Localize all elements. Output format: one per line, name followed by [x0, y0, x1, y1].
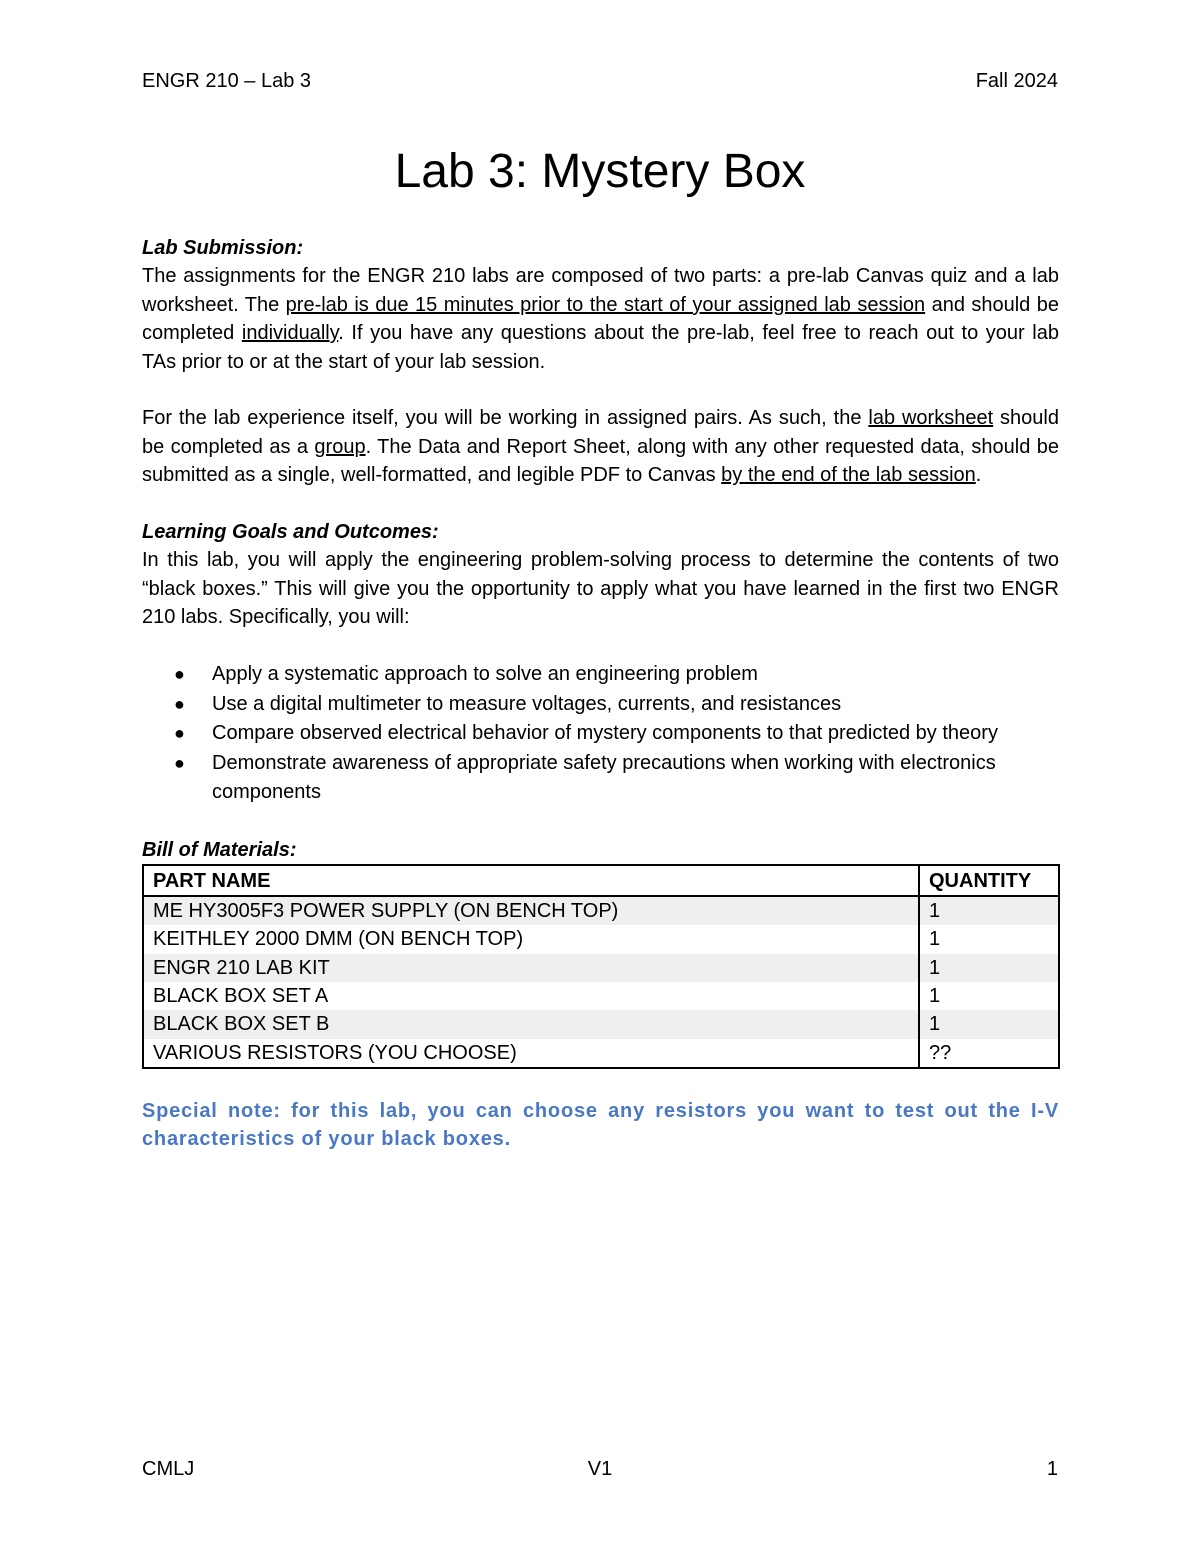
- page-number: 1: [1046, 1458, 1058, 1480]
- header-term: Fall 2024: [975, 70, 1058, 92]
- list-item-text: Demonstrate awareness of appropriate safety precautions when working with electronics components: [212, 751, 996, 804]
- list-item: [142, 660, 1059, 690]
- list-item-text: Compare observed electrical behavior of mystery components to that predicted by theory: [212, 722, 998, 745]
- page-footer: [142, 1458, 1058, 1486]
- list-item: [142, 749, 1059, 808]
- table-row: [143, 954, 1059, 982]
- text-run: .: [975, 464, 982, 487]
- list-item: [142, 719, 1059, 749]
- table-row: [143, 1039, 1059, 1068]
- header-course: ENGR 210 – Lab 3: [142, 70, 311, 92]
- learning-goals-list: [142, 660, 1059, 808]
- quantity-cell: ??: [919, 1039, 1059, 1068]
- bullet-icon: ●: [174, 752, 185, 773]
- text-run: should be completed as a: [142, 407, 1059, 458]
- special-note: Special note: for this lab, you can choose any resistors you want to test out the I-V characteristics of your black boxes.: [142, 1100, 1059, 1151]
- table-header-row: [143, 865, 1059, 895]
- underlined-text: group: [314, 435, 366, 458]
- list-item: [142, 690, 1059, 720]
- part-name-cell: ME HY3005F3 POWER SUPPLY (ON BENCH TOP): [143, 896, 919, 925]
- footer-version: V1: [587, 1458, 613, 1480]
- footer-author: CMLJ: [142, 1458, 195, 1480]
- document-body: [142, 234, 1059, 1153]
- table-row: [143, 982, 1059, 1010]
- quantity-cell: 1: [919, 1010, 1059, 1038]
- underlined-text: pre-lab is due 15 minutes prior to the start of your assigned lab session: [285, 293, 926, 316]
- part-name-cell: BLACK BOX SET B: [143, 1010, 919, 1038]
- bullet-icon: ●: [174, 693, 185, 714]
- list-item-text: Apply a systematic approach to solve an engineering problem: [212, 663, 758, 686]
- quantity-cell: 1: [919, 954, 1059, 982]
- part-name-cell: BLACK BOX SET A: [143, 982, 919, 1010]
- page-title: Lab 3: Mystery Box: [394, 145, 806, 198]
- underlined-text: by the end of the lab session: [721, 464, 976, 487]
- underlined-text: individually: [241, 322, 339, 345]
- quantity-cell: 1: [919, 896, 1059, 925]
- part-name-cell: ENGR 210 LAB KIT: [143, 954, 919, 982]
- table-row: [143, 925, 1059, 953]
- table-row: [143, 896, 1059, 925]
- quantity-cell: 1: [919, 982, 1059, 1010]
- bullet-icon: ●: [174, 723, 185, 744]
- lab-submission-paragraph-1: [142, 262, 1059, 376]
- underlined-text: lab worksheet: [868, 407, 994, 430]
- column-header-part-name: PART NAME: [143, 865, 919, 895]
- text-run: For the lab experience itself, you will be working in assigned pairs. As such, the: [142, 407, 869, 430]
- table-row: [143, 1010, 1059, 1038]
- part-name-cell: VARIOUS RESISTORS (YOU CHOOSE): [143, 1039, 919, 1068]
- bullet-icon: ●: [174, 664, 185, 685]
- text-run: . If you have any questions about the pre-lab, feel free to reach out to your lab TAs prior to or at the start of your lab session.: [142, 322, 1059, 373]
- lab-submission-paragraph-2: [142, 404, 1059, 489]
- column-header-quantity: QUANTITY: [919, 865, 1059, 895]
- page-header: [142, 70, 1058, 98]
- text-run: . The Data and Report Sheet, along with any other requested data, should be submitted as a single, well-formatted, and legible PDF to Canvas: [142, 435, 1059, 487]
- lab-submission-heading: Lab Submission:: [142, 237, 304, 259]
- quantity-cell: 1: [919, 925, 1059, 953]
- learning-goals-intro: In this lab, you will apply the engineering problem-solving process to determine the contents of two “black boxes.” This will give you the opportunity to apply what you have learned in the first two ENGR 210 labs. Specifically, you will:: [142, 549, 1059, 629]
- part-name-cell: KEITHLEY 2000 DMM (ON BENCH TOP): [143, 925, 919, 953]
- text-run: and should be completed: [142, 293, 1059, 345]
- bill-of-materials-table: [142, 864, 1060, 1069]
- learning-goals-heading: Learning Goals and Outcomes:: [142, 521, 439, 544]
- text-run: The assignments for the ENGR 210 labs are composed of two parts: a pre-lab Canvas quiz and a lab worksheet. The: [142, 265, 1059, 316]
- list-item-text: Use a digital multimeter to measure voltages, currents, and resistances: [212, 692, 842, 715]
- bill-of-materials-heading: Bill of Materials:: [142, 838, 297, 861]
